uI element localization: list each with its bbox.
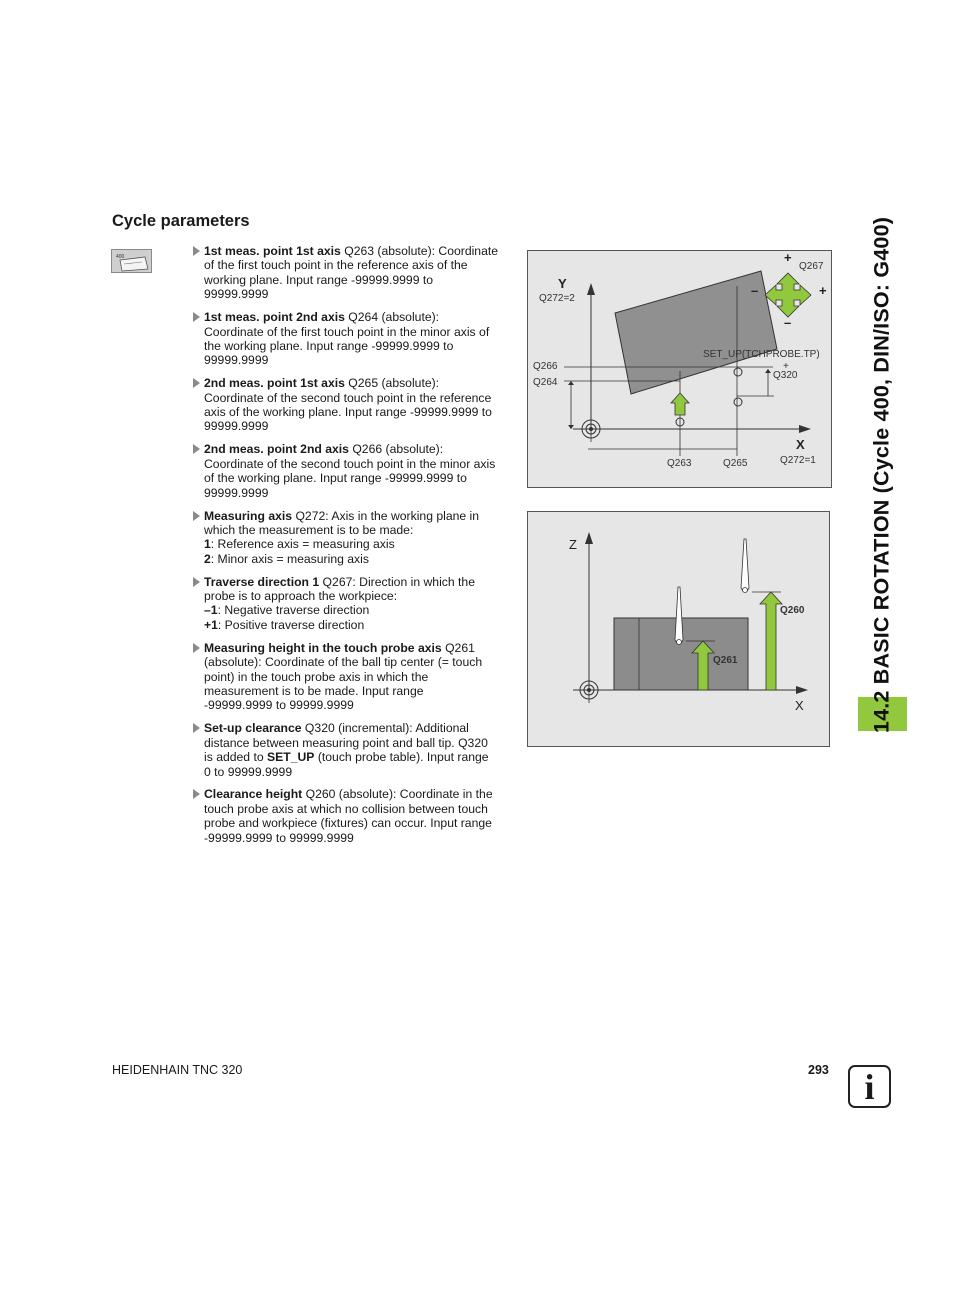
parameter-line bbox=[204, 273, 511, 287]
parameter-line bbox=[204, 670, 511, 684]
parameter-line bbox=[204, 787, 511, 801]
parameter-line bbox=[204, 442, 511, 456]
parameter-line bbox=[204, 537, 511, 551]
minus-bottom-label: – bbox=[784, 315, 792, 330]
parameter-item bbox=[193, 310, 511, 368]
parameter-line bbox=[204, 765, 511, 779]
parameter-text: Coordinate of the second touch point in the reference bbox=[204, 390, 492, 405]
parameter-bold-text: –1 bbox=[204, 603, 218, 618]
parameter-text: : Minor axis = measuring axis bbox=[210, 551, 369, 566]
parameter-text: 0 to 99999.9999 bbox=[204, 764, 293, 779]
parameter-bold-text: Clearance height bbox=[204, 787, 303, 802]
parameter-line bbox=[204, 471, 511, 485]
q264-label: Q264 bbox=[533, 377, 558, 388]
parameter-text: Q260 (absolute): Coordinate in the bbox=[302, 787, 493, 802]
cycle-softkey-icon bbox=[111, 249, 152, 273]
parameter-text: : Negative traverse direction bbox=[217, 603, 370, 618]
q267-label: Q267 bbox=[799, 261, 824, 272]
bullet-arrow-icon bbox=[193, 312, 200, 322]
parameter-line bbox=[204, 419, 511, 433]
q260-label: Q260 bbox=[780, 605, 805, 616]
minus-left-label: – bbox=[751, 283, 759, 298]
parameter-bold-text: 2nd meas. point 1st axis bbox=[204, 376, 345, 391]
parameter-line bbox=[204, 405, 511, 419]
parameter-bold-text: Traverse direction 1 bbox=[204, 574, 320, 589]
parameter-line bbox=[204, 523, 511, 537]
bullet-arrow-icon bbox=[193, 723, 200, 733]
parameter-bold-text: 2 bbox=[204, 551, 211, 566]
parameter-line bbox=[204, 391, 511, 405]
parameter-line bbox=[204, 641, 511, 655]
q266-label: Q266 bbox=[533, 361, 558, 372]
parameter-text: touch probe axis at which no collision between touch bbox=[204, 801, 488, 816]
parameter-text: : Reference axis = measuring axis bbox=[210, 537, 395, 552]
parameter-bold-text: 2nd meas. point 2nd axis bbox=[204, 442, 349, 457]
parameter-line bbox=[204, 589, 511, 603]
parameter-line bbox=[204, 698, 511, 712]
parameter-bold-text: 1st meas. point 2nd axis bbox=[204, 310, 345, 325]
parameter-item bbox=[193, 509, 511, 567]
parameter-text: working plane. Input range -99999.9999 to bbox=[204, 272, 434, 287]
parameter-line bbox=[204, 618, 511, 632]
footer-product-name: HEIDENHAIN TNC 320 bbox=[112, 1063, 243, 1077]
parameter-text: -99999.9999 to 99999.9999 bbox=[204, 830, 354, 845]
parameter-line bbox=[204, 457, 511, 471]
parameter-item bbox=[193, 376, 511, 434]
parameter-line bbox=[204, 353, 511, 367]
parameter-text: point) in the touch probe axis in which the bbox=[204, 669, 429, 684]
parameter-text: Q266 (absolute): bbox=[348, 442, 444, 457]
bullet-arrow-icon bbox=[193, 444, 200, 454]
parameter-line bbox=[204, 816, 511, 830]
parameter-list bbox=[193, 244, 511, 854]
parameter-bold-text: 1st meas. point 1st axis bbox=[204, 244, 341, 258]
parameter-line bbox=[204, 486, 511, 500]
parameter-bold-text: Set-up clearance bbox=[204, 721, 302, 736]
parameter-item bbox=[193, 575, 511, 633]
plus-right-label: + bbox=[819, 283, 827, 298]
parameter-line bbox=[204, 376, 511, 390]
axis-z-label: Z bbox=[569, 537, 577, 552]
parameter-text: probe is to approach the workpiece: bbox=[204, 589, 398, 604]
parameter-line bbox=[204, 721, 511, 735]
parameter-text: the working plane. Input range -99999.9999 to bbox=[204, 338, 454, 353]
parameter-line bbox=[204, 575, 511, 589]
parameter-line bbox=[204, 684, 511, 698]
bullet-arrow-icon bbox=[193, 246, 200, 256]
parameter-line bbox=[204, 802, 511, 816]
parameter-text: Q265 (absolute): bbox=[344, 376, 440, 391]
diagram-plane-probing bbox=[527, 250, 832, 488]
parameter-text: is added to bbox=[204, 750, 268, 765]
axis-x-label-bottom: X bbox=[795, 698, 804, 713]
parameter-text: 99999.9999 bbox=[204, 419, 269, 434]
softkey-label: 400 bbox=[116, 254, 125, 260]
parameter-text: which the measurement is to be made: bbox=[204, 522, 414, 537]
bullet-arrow-icon bbox=[193, 789, 200, 799]
parameter-item bbox=[193, 787, 511, 845]
parameter-text: (absolute): Coordinate of the ball tip center (= touch bbox=[204, 655, 483, 670]
diagram-probe-heights bbox=[527, 511, 830, 747]
parameter-line bbox=[204, 325, 511, 339]
q261-label: Q261 bbox=[713, 655, 738, 666]
parameter-line bbox=[204, 831, 511, 845]
parameter-bold-text: 1 bbox=[204, 537, 211, 552]
parameter-text: Q272: Axis in the working plane in bbox=[292, 508, 480, 523]
parameter-item bbox=[193, 244, 511, 302]
parameter-item bbox=[193, 721, 511, 779]
chapter-title-text: 14.2 BASIC ROTATION (Cycle 400, DIN/ISO: G400) bbox=[869, 216, 894, 734]
parameter-text: 99999.9999 bbox=[204, 287, 269, 302]
axis-x-label: X bbox=[796, 437, 805, 452]
parameter-bold-text: Measuring height in the touch probe axis bbox=[204, 640, 442, 655]
parameter-text: of the first touch point in the reference axis of the bbox=[204, 258, 468, 273]
parameter-line bbox=[204, 287, 511, 301]
q272-1-label: Q272=1 bbox=[780, 455, 816, 466]
parameter-line bbox=[204, 509, 511, 523]
parameter-bold-text: Measuring axis bbox=[204, 508, 293, 523]
parameter-text: Q261 bbox=[441, 640, 475, 655]
q265-label: Q265 bbox=[723, 458, 748, 469]
parameter-bold-text: +1 bbox=[204, 617, 218, 632]
parameter-text: Q267: Direction in which the bbox=[319, 574, 475, 589]
page-number: 293 bbox=[808, 1063, 829, 1077]
parameter-text: probe and workpiece (fixtures) can occur. Input range bbox=[204, 816, 492, 831]
q320-label: Q320 bbox=[773, 370, 798, 381]
bullet-arrow-icon bbox=[193, 511, 200, 521]
axis-y-label: Y bbox=[558, 276, 567, 291]
parameter-text: of the working plane. Input range -99999.9999 to bbox=[204, 471, 467, 486]
parameter-line bbox=[204, 258, 511, 272]
parameter-text: Q320 (incremental): Additional bbox=[301, 721, 469, 736]
parameter-line bbox=[204, 736, 511, 750]
parameter-text: distance between measuring point and ball tip. Q320 bbox=[204, 735, 488, 750]
parameter-text: measurement is to be made. Input range bbox=[204, 683, 424, 698]
q263-label: Q263 bbox=[667, 458, 692, 469]
parameter-line bbox=[204, 310, 511, 324]
parameter-text: axis of the working plane. Input range -99999.9999 to bbox=[204, 405, 492, 420]
set-up-label: SET_UP(TCHPROBE.TP) bbox=[703, 349, 820, 360]
parameter-line bbox=[204, 339, 511, 353]
section-title: Cycle parameters bbox=[112, 212, 250, 230]
parameter-line bbox=[204, 552, 511, 566]
parameter-line bbox=[204, 750, 511, 764]
parameter-text: Q264 (absolute): bbox=[344, 310, 440, 325]
parameter-text: 99999.9999 bbox=[204, 353, 269, 368]
parameter-line bbox=[204, 655, 511, 669]
parameter-text: : Positive traverse direction bbox=[217, 617, 365, 632]
parameter-text: (touch probe table). Input range bbox=[314, 750, 489, 765]
set-up-plus-label: + bbox=[783, 361, 789, 372]
parameter-text: -99999.9999 to 99999.9999 bbox=[204, 698, 354, 713]
parameter-text: Q263 (absolute): Coordinate bbox=[340, 244, 499, 258]
bullet-arrow-icon bbox=[193, 577, 200, 587]
parameter-text: Coordinate of the second touch point in the minor axis bbox=[204, 456, 496, 471]
parameter-item bbox=[193, 442, 511, 500]
parameter-line bbox=[204, 244, 511, 258]
q272-2-label: Q272=2 bbox=[539, 293, 575, 304]
info-icon bbox=[848, 1065, 891, 1108]
parameter-text: Coordinate of the first touch point in the minor axis of bbox=[204, 324, 490, 339]
parameter-bold-text: SET_UP bbox=[267, 750, 315, 765]
info-icon-glyph: i bbox=[864, 1067, 875, 1107]
parameter-text: 99999.9999 bbox=[204, 485, 269, 500]
parameter-item bbox=[193, 641, 511, 713]
parameter-line bbox=[204, 603, 511, 617]
plus-top-label: + bbox=[784, 251, 792, 265]
bullet-arrow-icon bbox=[193, 378, 200, 388]
bullet-arrow-icon bbox=[193, 643, 200, 653]
